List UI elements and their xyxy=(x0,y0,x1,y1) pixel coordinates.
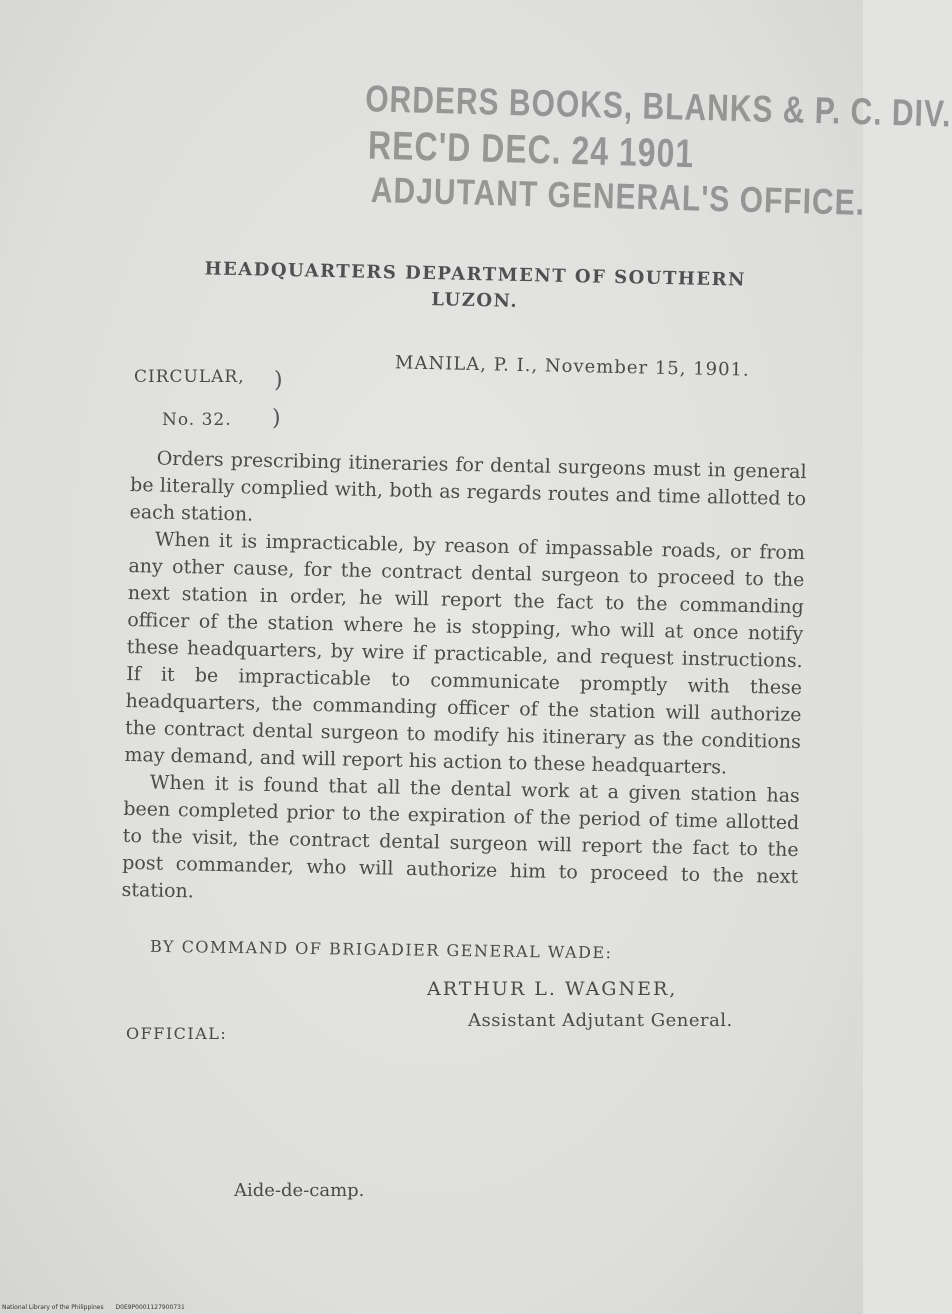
department-heading xyxy=(150,255,801,321)
paragraph-2: When it is impracticable, by reason of impassable roads, or from any other cause, for the contract dental surgeon to proceed to the next station in order, he will report the fact to the commanding officer of the station where he is stopping, who will at once notify these headquarters, by wire if practicable, and request instructions. If it be impracticable to communicate promptly with these headquarters, the commanding officer of the station will authorize the contract dental surgeon to modify his itinerary as the conditions may demand, and will report his action to these headquarters. xyxy=(124,528,806,779)
brace-bottom: ) xyxy=(272,406,281,431)
stamp-line-3: ADJUTANT GENERAL'S OFFICE. xyxy=(370,170,866,224)
footer-id: D0E9P0001127900731 xyxy=(115,1304,185,1311)
aide-de-camp-label: Aide-de-camp. xyxy=(234,1180,365,1201)
circular-label: CIRCULAR, xyxy=(134,367,245,387)
heading-line-2: LUZON. xyxy=(431,289,519,312)
signer-title: Assistant Adjutant General. xyxy=(468,1010,733,1031)
received-stamp xyxy=(360,78,952,224)
paragraph-3: When it is found that all the dental work at a given station has been completed prior to the expiration of the period of time allotted to the visit, the contract dental surgeon will report the fact to the post commander, who will authorize him to proceed to the next station. xyxy=(121,771,801,903)
footer-library: National Library of the Philippines xyxy=(2,1304,104,1311)
stamp-line-2: REC'D DEC. 24 1901 xyxy=(367,122,695,176)
brace-top: ) xyxy=(274,368,283,393)
command-line: BY COMMAND OF BRIGADIER GENERAL WADE: xyxy=(149,936,613,963)
scan-footer xyxy=(2,1304,185,1311)
paragraph-1: Orders prescribing itineraries for dental surgeons must in general be literally complied with, both as regards routes and time allotted to each station. xyxy=(129,447,807,526)
official-label: OFFICIAL: xyxy=(126,1024,228,1043)
circular-body xyxy=(121,445,806,918)
dateline: MANILA, P. I., November 15, 1901. xyxy=(394,352,750,381)
circular-number: No. 32. xyxy=(162,410,232,430)
signer-name: ARTHUR L. WAGNER, xyxy=(427,978,678,1000)
stamp-line-1: ORDERS BOOKS, BLANKS & P. C. DIV. xyxy=(364,78,952,136)
heading-line-1: HEADQUARTERS DEPARTMENT OF SOUTHERN xyxy=(204,258,747,291)
